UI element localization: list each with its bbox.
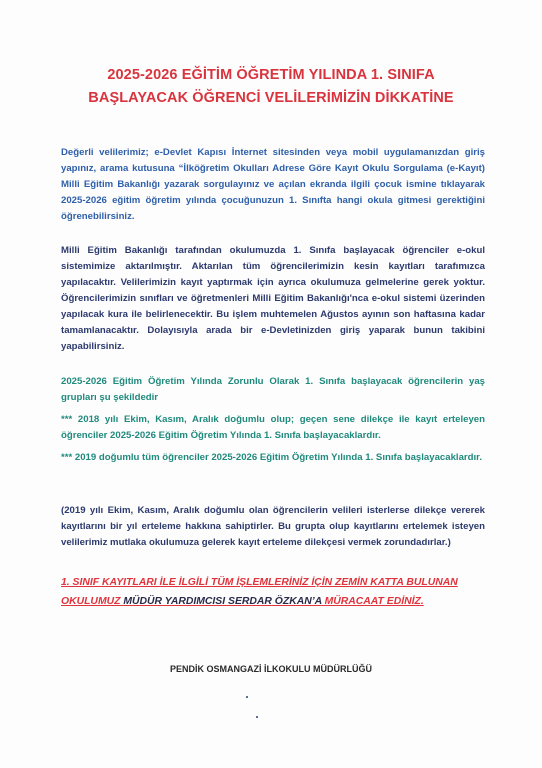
title-line-2: BAŞLAYACAK ÖĞRENCİ VELİLERİMİZİN DİKKATİNE <box>88 90 454 106</box>
notice-part-3: MÜRACAAT EDİNİZ. <box>321 596 424 607</box>
paragraph-age-groups: 2025-2026 Eğitim Öğretim Yılında Zorunlu Olarak 1. Sınıfa başlayacak öğrencilerin yaş grupları şu şekildedir <box>61 376 485 403</box>
announcement-title <box>40 64 502 110</box>
title-line-1: 2025-2026 EĞİTİM ÖĞRETİM YILINDA 1. SINIFA <box>107 67 435 83</box>
school-signature: PENDİK OSMANGAZİ İLKOKULU MÜDÜRLÜĞÜ <box>170 664 372 674</box>
paragraph-edevlet-instructions: Değerli velilerimiz; e-Devlet Kapısı İnternet sitesinden veya mobil uygulamanızdan giriş yapınız, arama kutusuna “İlköğretim Okulları Adrese Göre Kayıt Okulu Sorgulama (e-Kayıt) Milli Eğitim Bakanlığı yazarak sorgulayınız ve açılan ekranda ilgili çocuk ismine tıklayarak 2025-2026 eğitim öğretim yılında çocuğunuzun 1. Sınıfta hangi okula gitmesi gerektiğini öğrenebilirsiniz. <box>61 147 485 222</box>
notice-part-2: MÜDÜR YARDIMCISI SERDAR ÖZKAN’A <box>120 596 322 607</box>
paragraph-deferral-note: (2019 yılı Ekim, Kasım, Aralık doğumlu olan öğrencilerin velileri isterlerse dilekçe vererek kayıtlarını bir yıl erteleme hakkına sahiptirler. Bu grupta olup kayıtlarını ertelemek isteyen velilerimiz mutlaka okulumuza gelerek kayıt erteleme dilekçesi vermek zorundadırlar.) <box>61 505 485 548</box>
notice-part-1: 1. SINIF KAYITLARI İLE İLGİLİ TÜM İŞLEMLERİNİZ İÇİN ZEMİN KATTA BULUNAN OKULUMUZ <box>61 577 458 607</box>
paragraph-2019-born: *** 2019 doğumlu tüm öğrenciler 2025-2026 Eğitim Öğretim Yılında 1. Sınıfa başlayacaklardır. <box>61 452 483 463</box>
ink-dot <box>246 696 248 698</box>
paragraph-2018-born: *** 2018 yılı Ekim, Kasım, Aralık doğumlu olup; geçen sene dilekçe ile kayıt erteleyen öğrenciler 2025-2026 Eğitim Öğretim Yılında 1. Sınıfa başlayacaklardır. <box>61 414 485 441</box>
ink-dot <box>256 716 258 718</box>
registration-notice <box>61 573 485 611</box>
paragraph-registration-info: Milli Eğitim Bakanlığı tarafından okulumuzda 1. Sınıfa başlayacak öğrenciler e-okul sistemimize aktarılmıştır. Aktarılan tüm öğrencilerimizin kesin kayıtları tarafımızca yapılacaktır. Velilerimizin kayıt yaptırmak için ayrıca okulumuza gelmelerine gerek yoktur. Öğrencilerimizin sınıfları ve öğretmenleri Milli Eğitim Bakanlığı'nca e-okul sistemi üzerinden yapılacak kura ile belirlenecektir. Bu işlem muhtemelen Ağustos ayının son haftasına kadar tamamlanacaktır. Dolayısıyla arada bir e-Devletinizden giriş yaparak bunun takibini yapabilirsiniz. <box>61 245 485 352</box>
